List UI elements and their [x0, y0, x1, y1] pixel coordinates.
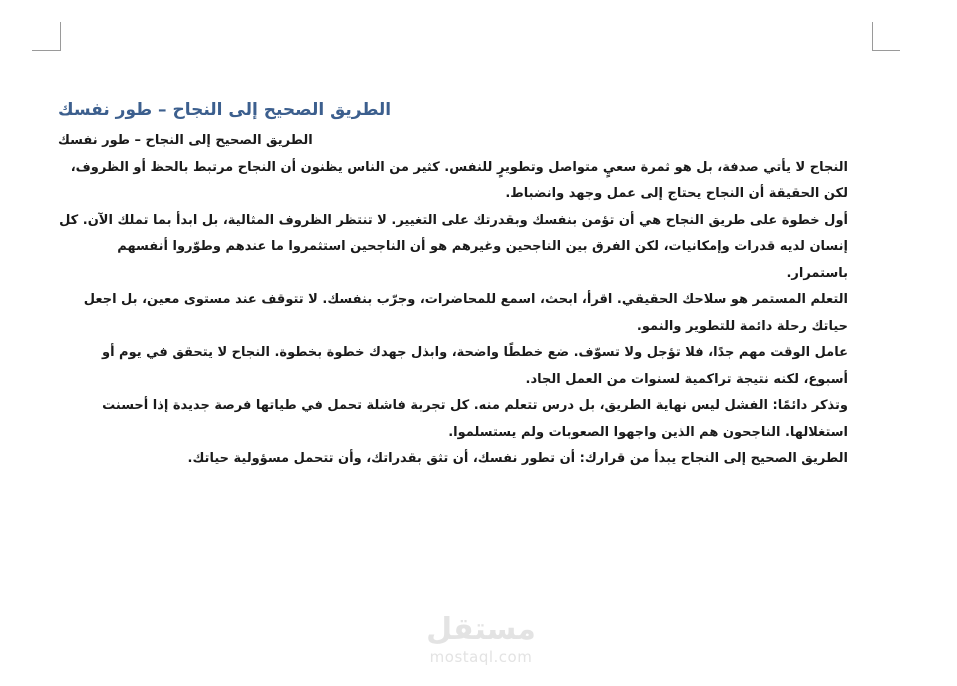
crop-mark-top-left-vertical: [60, 22, 61, 51]
document-heading: الطريق الصحيح إلى النجاح – طور نفسك: [58, 100, 392, 120]
mostaql-watermark: [418, 612, 544, 666]
paragraph-1: النجاح لا يأتي صدفة، بل هو ثمرة سعيٍ متواصل وتطويرٍ للنفس. كثير من الناس يظنون أن النجاح مرتبط بالحظ أو الظروف، لكن الحقيقة أن النجاح يحتاج إلى عمل وجهد وانضباط.: [70, 159, 848, 201]
paragraph-2: أول خطوة على طريق النجاح هي أن تؤمن بنفسك وبقدرتك على التغيير. لا تنتظر الظروف المثالية، بل ابدأ بما تملك الآن. كل إنسان لديه قدرات وإمكانيات، لكن الفرق بين الناجحين وغيرهم هو أن الناجحين استثمروا ما عندهم وطوّروا أنفسهم باستمرار.: [59, 212, 848, 281]
paragraph-6: الطريق الصحيح إلى النجاح يبدأ من قرارك: أن تطور نفسك، أن تثق بقدراتك، وأن تتحمل مسؤولية حياتك.: [187, 451, 848, 466]
watermark-latin: mostaql.com: [429, 648, 533, 666]
crop-mark-top-right: [872, 50, 900, 51]
document-subtitle: الطريق الصحيح إلى النجاح – طور نفسك: [58, 133, 313, 148]
paragraph-5: وتذكر دائمًا: الفشل ليس نهاية الطريق، بل درس تتعلم منه. كل تجربة فاشلة تحمل في طياتها فرصة جديدة إذا أحسنت استغلالها. الناجحون هم الذين واجهوا الصعوبات ولم يستسلموا.: [102, 398, 848, 440]
paragraph-3: التعلم المستمر هو سلاحك الحقيقي. اقرأ، ابحث، اسمع للمحاضرات، وجرّب بنفسك. لا تتوقف عند مستوى معين، بل اجعل حياتك رحلة دائمة للتطوير والنمو.: [83, 292, 848, 334]
document-body: [58, 128, 848, 473]
crop-mark-top-left: [32, 50, 60, 51]
document-content: [58, 96, 848, 473]
paragraph-4: عامل الوقت مهم جدًا، فلا تؤجل ولا تسوّف. ضع خططًا واضحة، وابذل جهدك خطوة بخطوة. النجاح لا يتحقق في يوم أو أسبوع، لكنه نتيجة تراكمية لسنوات من العمل الجاد.: [101, 345, 848, 387]
watermark-arabic: مستقل: [426, 612, 536, 647]
crop-mark-top-right-vertical: [872, 22, 873, 51]
